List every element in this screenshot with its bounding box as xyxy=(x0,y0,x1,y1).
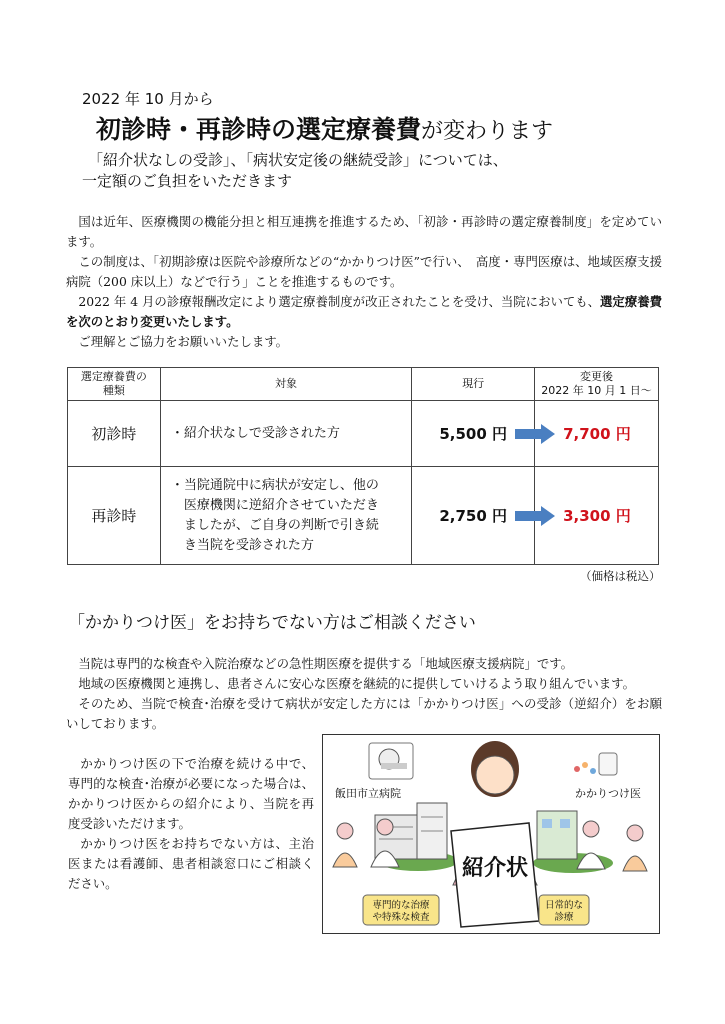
intro-paragraph-1: 国は近年、医療機関の機能分担と相互連携を推進するため、「初診・再診時の選定療養制度」を定めています。 xyxy=(66,214,662,249)
section-paragraph-2: 地域の医療機関と連携し、患者さんに安心な医療を継続的に提供していけるよう取り組んでいます。 xyxy=(78,676,635,691)
page-title xyxy=(96,110,553,146)
new-price-cell-first-visit xyxy=(535,401,659,467)
target-revisit-line: ・当院通院中に病状が安定し、他の xyxy=(170,477,379,493)
header-target: 対象 xyxy=(160,368,411,401)
specialist-caption xyxy=(363,895,439,925)
section-heading: 「かかりつけ医」をお持ちでない方はご相談ください xyxy=(68,613,476,633)
new-price-revisit: 3,300 円 xyxy=(563,507,631,525)
intro-paragraph-3-bold: 選定療養費を次のとおり変更いたします。 xyxy=(66,294,662,329)
specialist-caption-line1: 専門的な治療 xyxy=(372,900,430,911)
table-row-revisit xyxy=(68,467,659,565)
kind-revisit: 再診時 xyxy=(68,467,161,565)
right-arrow-icon xyxy=(515,506,555,526)
current-price-revisit: 2,750 円 xyxy=(412,467,535,565)
side-paragraph-1: かかりつけ医の下で治療を続ける中で、専門的な検査･治療が必要になった場合は、かかりつけ医からの紹介により、当院を再度受診いただけます。 xyxy=(68,756,314,831)
page-title-bold: 初診時・再診時の選定療養費 xyxy=(96,115,422,144)
intro-paragraph-3 xyxy=(66,292,662,332)
specialist-caption-line2: や特殊な検査 xyxy=(372,912,430,923)
clinic-label: かかりつけ医 xyxy=(575,787,641,800)
medicine-icon xyxy=(574,753,617,775)
hospital-label: 飯田市立病院 xyxy=(335,787,401,800)
mri-scanner-icon xyxy=(369,743,413,779)
section-text xyxy=(66,654,662,734)
intro-paragraph-3-normal: 2022 年 4 月の診療報酬改定により選定療養制度が改正されたことを受け、当院においても、 xyxy=(78,294,601,309)
side-paragraph-2: かかりつけ医をお持ちでない方は、主治医または看護師、患者相談窓口にご相談ください。 xyxy=(68,836,314,891)
daily-caption-line2: 診療 xyxy=(554,912,574,923)
daily-care-caption xyxy=(539,895,589,925)
header-new: 変更後 2022 年 10 月 1 日～ xyxy=(535,368,659,401)
intro-paragraph-4: ご理解とご協力をお願いいたします。 xyxy=(78,334,289,349)
table-row-first-visit xyxy=(68,401,659,467)
header-kind: 選定療養費の 種類 xyxy=(68,368,161,401)
target-revisit-line: き当院を受診された方 xyxy=(170,537,314,553)
fee-table xyxy=(67,367,659,565)
clinic-building-icon xyxy=(537,811,577,859)
right-arrow-icon xyxy=(515,424,555,444)
target-revisit-line: 医療機関に逆紹介させていただき xyxy=(170,497,379,513)
header-current: 現行 xyxy=(412,368,535,401)
effective-date: 2022 年 10 月から xyxy=(82,90,214,108)
subtitle-line1: 「紹介状なしの受診」、「病状安定後の継続受診」については、 xyxy=(88,151,508,169)
side-text xyxy=(68,754,314,894)
target-revisit xyxy=(160,467,411,565)
intro-text xyxy=(66,212,662,352)
target-revisit-line: ましたが、ご自身の判断で引き続 xyxy=(170,517,379,533)
tax-note: （価格は税込） xyxy=(580,569,661,583)
new-price-cell-revisit xyxy=(535,467,659,565)
section-paragraph-3: そのため、当院で検査･治療を受けて病状が安定した方には「かかりつけ医」への受診（逆紹介）をお願いしております。 xyxy=(66,696,662,731)
letter-text: 紹介状 xyxy=(461,856,529,881)
section-paragraph-1: 当院は専門的な検査や入院治療などの急性期医療を提供する「地域医療支援病院」です。 xyxy=(78,656,574,671)
fee-table-header-row xyxy=(68,368,659,401)
new-price-first-visit: 7,700 円 xyxy=(563,425,631,443)
current-price-first-visit: 5,500 円 xyxy=(412,401,535,467)
subtitle xyxy=(82,150,508,192)
kind-first-visit: 初診時 xyxy=(68,401,161,467)
referral-letter xyxy=(451,823,539,927)
daily-caption-line1: 日常的な xyxy=(544,900,584,911)
target-first-visit: ・紹介状なしで受診された方 xyxy=(160,401,411,467)
intro-paragraph-2: この制度は、「初期診療は医院や診療所などの“かかりつけ医”で行い、 高度・専門医療は、地域医療支援病院（200 床以上）などで行う」ことを推進するものです。 xyxy=(66,254,662,289)
subtitle-line2: 一定額のご負担をいただきます xyxy=(82,172,293,190)
referral-illustration xyxy=(322,734,660,934)
illustration-svg xyxy=(323,735,659,933)
page-title-rest: が変わります xyxy=(421,119,554,144)
